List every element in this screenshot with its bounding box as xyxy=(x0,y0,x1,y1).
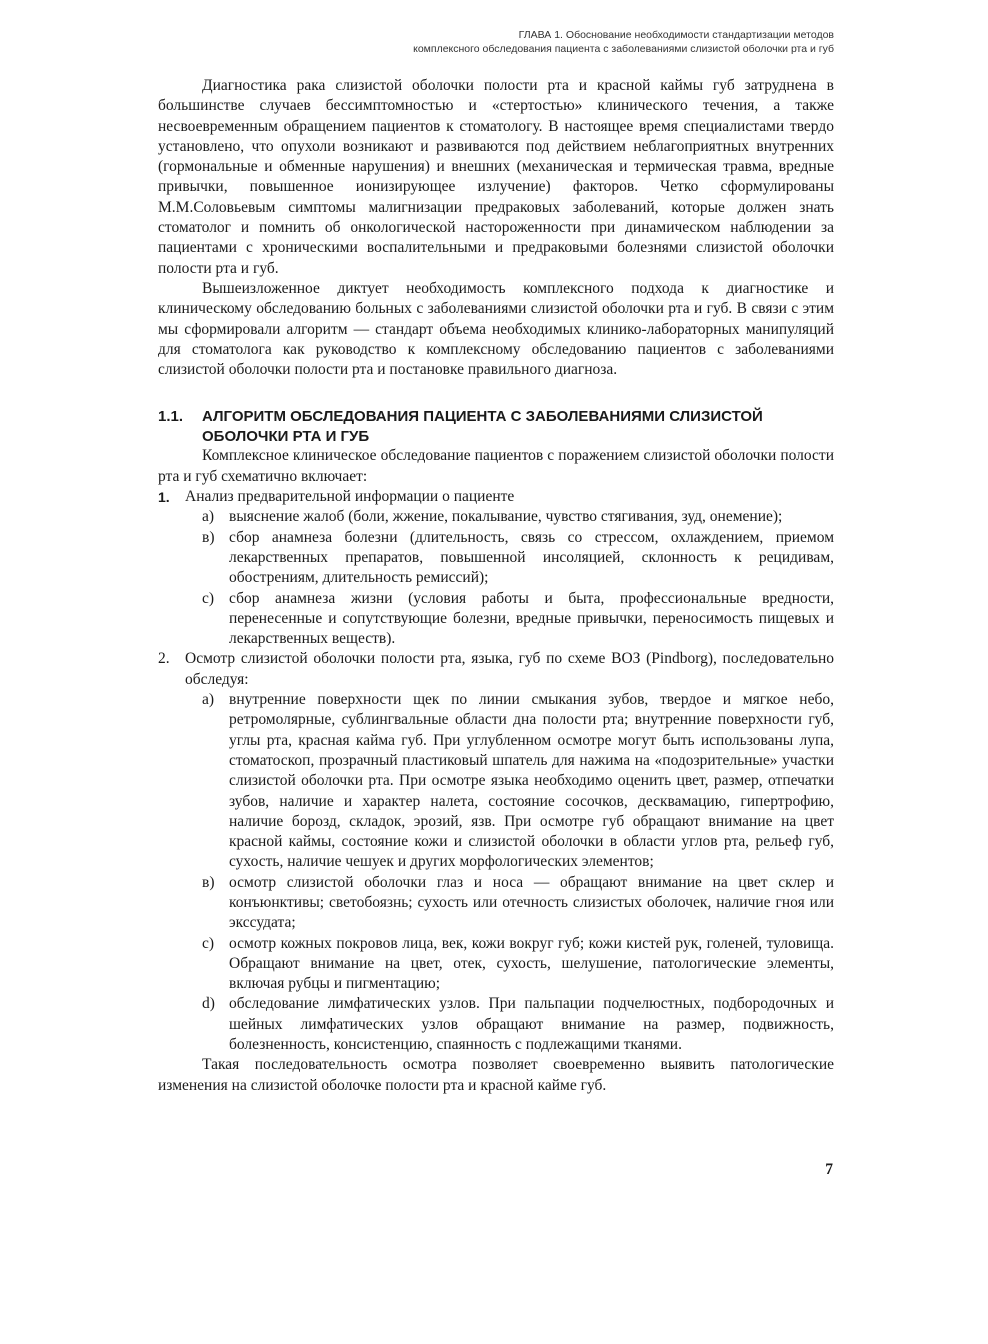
sub-item xyxy=(158,528,834,589)
running-header xyxy=(413,28,834,56)
sub-item xyxy=(158,873,834,934)
sub-marker: a) xyxy=(202,508,215,526)
list-item-text: Осмотр слизистой оболочки полости рта, языка, губ по схеме ВОЗ (Pindborg), последовательно обследуя: xyxy=(185,650,834,688)
sub-marker: c) xyxy=(202,589,215,607)
sub-item xyxy=(158,934,834,995)
section-title: АЛГОРИТМ ОБСЛЕДОВАНИЯ ПАЦИЕНТА С ЗАБОЛЕВАНИЯМИ СЛИЗИСТОЙ ОБОЛОЧКИ РТА И ГУБ xyxy=(202,408,763,445)
sub-marker: c) xyxy=(202,934,215,952)
sub-item-text: сбор анамнеза жизни (условия работы и быта, профессиональные вредности, перенесенные и сопутствующие болезни, вредные привычки, переносимость пищевых и лекарственных веществ). xyxy=(229,589,834,648)
sub-item xyxy=(158,690,834,873)
sub-item-text: выяснение жалоб (боли, жжение, покалывание, чувство стягивания, зуд, онемение); xyxy=(229,508,783,526)
section-heading xyxy=(158,407,834,446)
sub-item-text: сбор анамнеза болезни (длительность, связь со стрессом, охлаждением, приемом лекарственных препаратов, повышенной инсоляцией, склонность к рецидивам, обострениям, длительность ремиссий); xyxy=(229,528,834,587)
page-body xyxy=(158,76,834,1096)
list-item-2 xyxy=(158,649,834,690)
list-marker: 1. xyxy=(158,489,170,506)
section-number: 1.1. xyxy=(158,408,184,426)
sub-item xyxy=(158,589,834,650)
sub-marker: в) xyxy=(202,528,215,546)
sub-item-text: осмотр кожных покровов лица, век, кожи вокруг губ; кожи кистей рук, голеней, туловища. Обращают внимание на цвет, отек, сухость, шелушение, патологические элементы, включая рубцы и пигментацию; xyxy=(229,934,834,993)
page-number: 7 xyxy=(825,1161,833,1178)
sub-item xyxy=(158,507,834,527)
list-item-text: Анализ предварительной информации о пациенте xyxy=(185,488,515,506)
sub-item-text: осмотр слизистой оболочки глаз и носа — обращают внимание на цвет склер и конъюнктивы; светобоязнь; сухость или отечность слизистых оболочек, наличие гноя или экссудата; xyxy=(229,873,834,932)
sub-item-text: внутренние поверхности щек по линии смыкания зубов, твердое и мягкое небо, ретромолярные, сублингвальные области дна полости рта; внутренние поверхности губ, углы рта, красная кайма губ. При углубленном осмотре могут быть использованы лупа, стоматоскоп, прозрачный пластиковый шпатель для нажима на «подозрительные» участки слизистой оболочки рта. При осмотре языка необходимо оценить цвет, размер, отпечатки зубов, наличие и характер налета, состояние сосочков, десквамацию, гипертрофию, наличие борозд, складок, эрозий, язв. При осмотре губ обращают внимание на цвет красной каймы, состояние кожи и слизистой оболочки в области углов рта, рельеф губ, сухость, наличие чешуек и других морфологических элементов; xyxy=(229,691,834,871)
sub-marker: в) xyxy=(202,873,215,891)
running-header-line-2: комплексного обследования пациента с заболеваниями слизистой оболочки рта и губ xyxy=(413,43,834,55)
sub-item-text: обследование лимфатических узлов. При пальпации подчелюстных, подбородочных и шейных лимфатических узлов обращают внимание на размер, подвижность, болезненность, консистенцию, спаянность с подлежащими тканями. xyxy=(229,995,834,1054)
paragraph-1: Диагностика рака слизистой оболочки полости рта и красной каймы губ затруднена в большинстве случаев бессимптомностью и «стертостью» клинического течения, а также несвоевременным обращением пациентов к стоматологу. В настоящее время специалистами твердо установлено, что опухоли возникают и развиваются под действием неблагоприятных внутренних (гормональные и обменные нарушения) и внешних (механическая и термическая травма, вредные привычки, повышенное ионизирующее излучение) факторов. Четко сформулированы М.М.Соловьевым симптомы малигнизации предраковых заболеваний, которые должен знать стоматолог и помнить об онкологической настороженности при динамическом наблюдении за пациентами с хроническими воспалительными и предраковыми болезнями слизистой оболочки полости рта и губ. xyxy=(158,77,834,277)
sub-item xyxy=(158,994,834,1055)
list-item-1 xyxy=(158,487,834,507)
closing-paragraph: Такая последовательность осмотра позволяет своевременно выявить патологические изменения на слизистой оболочке полости рта и красной кайме губ. xyxy=(158,1056,834,1094)
sub-marker: a) xyxy=(202,691,215,709)
paragraph-2: Вышеизложенное диктует необходимость комплексного подхода к диагностике и клиническому обследованию больных с заболеваниями слизистой оболочки рта и губ. В связи с этим мы сформировали алгоритм — стандарт объема необходимых клинико-лабораторных манипуляций для стоматолога как руководство к комплексному обследованию пациентов с заболеваниями слизистой оболочки полости рта и постановке правильного диагноза. xyxy=(158,279,834,379)
section-intro: Комплексное клиническое обследование пациентов с поражением слизистой оболочки полости рта и губ схематично включает: xyxy=(158,447,834,485)
sub-marker: d) xyxy=(202,995,215,1013)
running-header-line-1: ГЛАВА 1. Обоснование необходимости стандартизации методов xyxy=(518,29,834,41)
list-marker: 2. xyxy=(158,650,170,668)
